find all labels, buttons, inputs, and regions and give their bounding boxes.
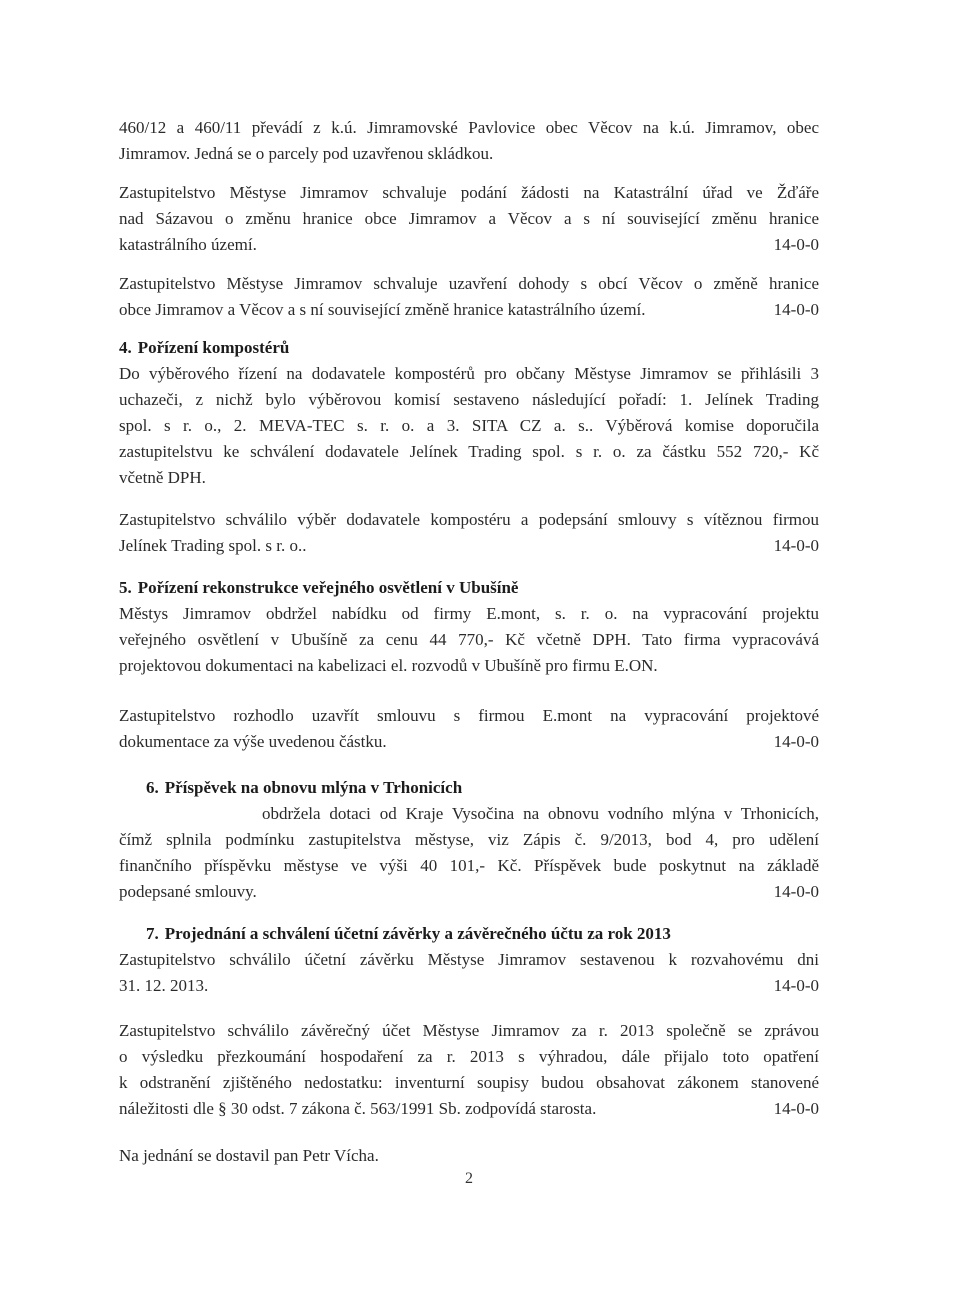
- text-line: Zastupitelstvo schválilo závěrečný účet Městyse Jimramov za r. 2013 společně se zprávou: [119, 1021, 819, 1040]
- vote-result: 14-0-0: [773, 235, 819, 254]
- text-line: zastupitelstvu ke schválení dodavatele Jelínek Trading spol. s r. o. za částku 552 720,- Kč: [119, 442, 819, 461]
- text-line-with-vote: [119, 232, 819, 258]
- text-line-with-vote: [119, 533, 819, 559]
- section-6-body: [119, 801, 819, 905]
- vote-result: 14-0-0: [773, 732, 819, 751]
- text-line: nad Sázavou o změnu hranice obce Jimramov a Věcov a s ní související změnu hranice: [119, 209, 819, 228]
- text-line: Zastupitelstvo Městyse Jimramov schvaluje uzavření dohody s obcí Věcov o změně hranice: [119, 274, 819, 293]
- paragraph-cadastral-request: [119, 180, 819, 258]
- section-number: 4.: [119, 338, 132, 357]
- vote-result: 14-0-0: [773, 882, 819, 901]
- paragraph-composter-decision: [119, 507, 819, 559]
- text-line-with-vote: [119, 729, 819, 755]
- text-line: Do výběrového řízení na dodavatele kompostérů pro občany Městyse Jimramov se přihlásili 3: [119, 364, 819, 383]
- text-line-end: náležitosti dle § 30 odst. 7 zákona č. 563/1991 Sb. zodpovídá starosta.: [119, 1099, 597, 1118]
- section-number: 6.: [146, 778, 159, 797]
- vote-result: 14-0-0: [773, 536, 819, 555]
- text-line: Zastupitelstvo Městyse Jimramov schvaluje podání žádosti na Katastrální úřad ve Žďáře: [119, 183, 819, 202]
- text-line: Na jednání se dostavil pan Petr Vícha.: [119, 1146, 379, 1165]
- section-heading: [119, 335, 819, 361]
- text-line-end: 31. 12. 2013.: [119, 976, 209, 995]
- paragraph-final-account: [119, 1018, 819, 1122]
- text-line-end: katastrálního území.: [119, 235, 257, 254]
- vote-result: 14-0-0: [773, 300, 819, 319]
- section-4: [119, 335, 819, 491]
- vote-result: 14-0-0: [773, 1099, 819, 1118]
- section-6-heading-wrap: [119, 775, 819, 801]
- section-heading: [146, 775, 819, 801]
- text-line-with-vote: [119, 879, 819, 905]
- section-7-body: [119, 947, 819, 999]
- text-line-with-vote: [119, 297, 819, 323]
- text-line: včetně DPH.: [119, 468, 206, 487]
- text-line: veřejného osvětlení v Ubušíně za cenu 44 770,- Kč včetně DPH. Tato firma vypracovává: [119, 630, 819, 649]
- section-heading: [119, 575, 819, 601]
- section-number: 7.: [146, 924, 159, 943]
- text-line-with-vote: [119, 973, 819, 999]
- text-line: Zastupitelstvo rozhodlo uzavřít smlouvu s firmou E.mont na vypracování projektové: [119, 706, 819, 725]
- text-line: k odstranění zjištěného nedostatku: inventurní soupisy budou obsahovat zákonem stanovené: [119, 1073, 819, 1092]
- section-title: Pořízení rekonstrukce veřejného osvětlení v Ubušíně: [137, 578, 519, 597]
- section-title: Projednání a schválení účetní závěrky a závěrečného účtu za rok 2013: [164, 924, 671, 943]
- paragraph-lighting-decision: [119, 703, 819, 755]
- text-line: spol. s r. o., 2. MEVA-TEC s. r. o. a 3. SITA CZ a. s.. Výběrová komise doporučila: [119, 416, 819, 435]
- text-line: Městys Jimramov obdržel nabídku od firmy E.mont, s. r. o. na vypracování projektu: [119, 604, 819, 623]
- paragraph-boundary-agreement: [119, 271, 819, 323]
- text-line-end: Jelínek Trading spol. s r. o..: [119, 536, 307, 555]
- text-line: Jimramov. Jedná se o parcely pod uzavřenou skládkou.: [119, 144, 494, 163]
- section-title: Příspěvek na obnovu mlýna v Trhonicích: [164, 778, 463, 797]
- text-line: 460/12 a 460/11 převádí z k.ú. Jimramovské Pavlovice obec Věcov na k.ú. Jimramov, obec: [119, 118, 819, 137]
- section-number: 5.: [119, 578, 132, 597]
- text-line: čímž splnila podmínku zastupitelstva městyse, viz Zápis č. 9/2013, bod 4, pro udělení: [119, 830, 819, 849]
- paragraph-parcels: [119, 115, 819, 167]
- text-line: Zastupitelstvo schválilo účetní závěrku Městyse Jimramov sestavenou k rozvahovému dni: [119, 950, 819, 969]
- page-number: 2: [465, 1170, 473, 1187]
- section-heading: [146, 921, 819, 947]
- closing-note: [119, 1143, 819, 1169]
- text-line: projektovou dokumentaci na kabelizaci el. rozvodů v Ubušíně pro firmu E.ON.: [119, 656, 658, 675]
- section-title: Pořízení kompostérů: [137, 338, 290, 357]
- text-line-end: dokumentace za výše uvedenou částku.: [119, 732, 387, 751]
- text-line: o výsledku přezkoumání hospodaření za r. 2013 s výhradou, dále přijalo toto opatření: [119, 1047, 819, 1066]
- text-line-end: podepsané smlouvy.: [119, 882, 257, 901]
- document-page: [119, 0, 819, 1302]
- text-line-end: obce Jimramov a Věcov a s ní související změně hranice katastrálního území.: [119, 300, 646, 319]
- text-line: uchazeči, z nichž bylo výběrovou komisí sestaveno následující pořadí: 1. Jelínek Trading: [119, 390, 819, 409]
- vote-result: 14-0-0: [773, 976, 819, 995]
- section-7-heading-wrap: [119, 921, 819, 947]
- text-line: Zastupitelstvo schválilo výběr dodavatele kompostéru a podepsání smlouvy s vítěznou firmou: [119, 510, 819, 529]
- text-line-with-vote: [119, 1096, 819, 1122]
- text-line: finančního příspěvku městyse ve výši 40 101,- Kč. Příspěvek bude poskytnut na základě: [119, 856, 819, 875]
- text-line: obdržela dotaci od Kraje Vysočina na obnovu vodního mlýna v Trhonicích,: [262, 804, 819, 823]
- section-5: [119, 575, 819, 679]
